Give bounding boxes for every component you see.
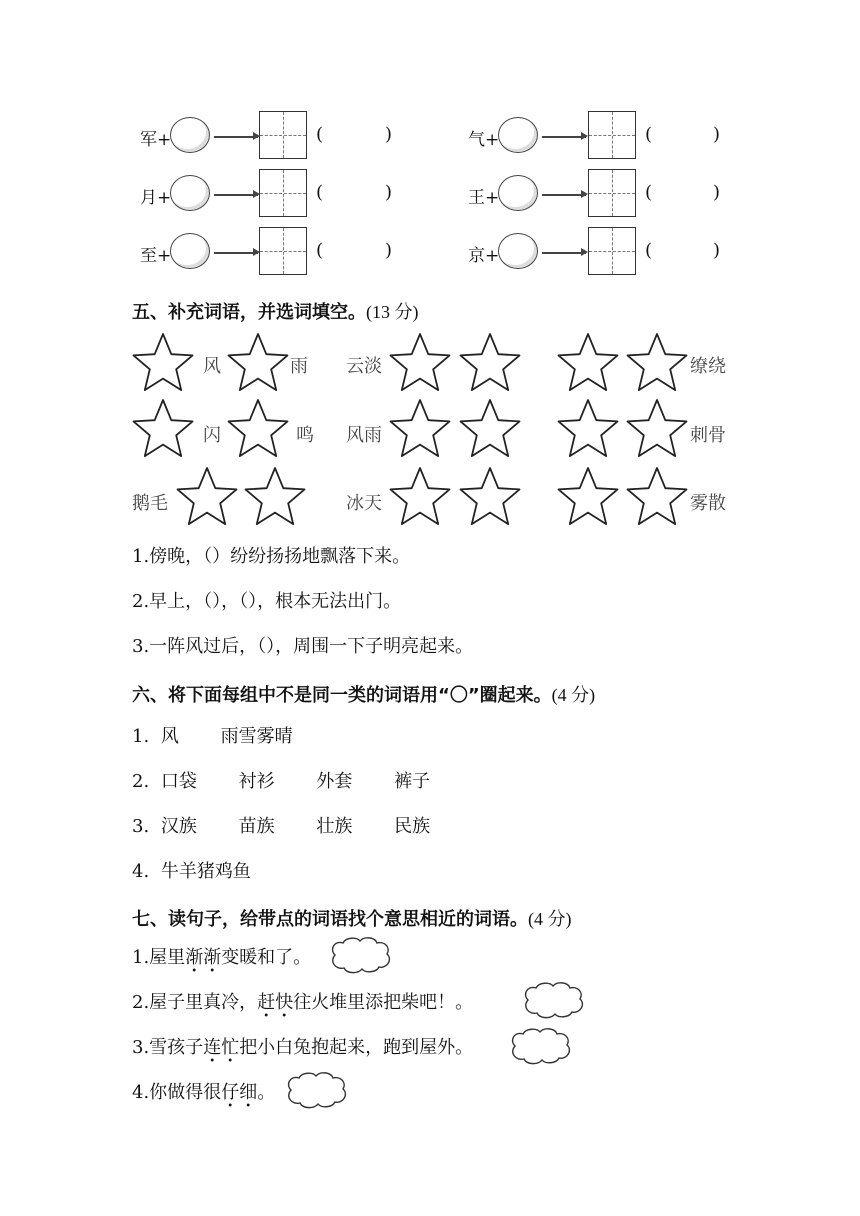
paren-open: ( <box>316 240 324 261</box>
idiom-word: 云淡 <box>346 356 382 377</box>
group-word[interactable]: 壮族 <box>316 816 353 837</box>
base-char: 月+ <box>140 188 172 208</box>
word-group: 3. 汉族 苗族 壮族 民族 <box>132 816 431 837</box>
fill-sentence: 3.一阵风过后，（），周围一下子明亮起来。 <box>132 636 474 657</box>
fill-sentence: 2.早上，（），（），根本无法出门。 <box>132 591 402 612</box>
group-word[interactable]: 汉族 <box>160 816 197 837</box>
paren-close: ) <box>385 124 393 145</box>
fill-sentence: 1.傍晚，（）纷纷扬扬地飘落下来。 <box>132 546 411 567</box>
idiom-word: 刺骨 <box>690 425 726 446</box>
dotted-word: 赶 <box>257 992 276 1013</box>
idiom-word: 雾散 <box>690 493 726 514</box>
base-char: 王+ <box>468 188 500 208</box>
idiom-word: 冰天 <box>346 493 382 514</box>
paren-open: ( <box>316 124 324 145</box>
dotted-word: 忙 <box>221 1037 240 1058</box>
base-char: 军+ <box>140 130 172 150</box>
cloud-answer-box[interactable] <box>526 983 583 1018</box>
idiom-word: 缭绕 <box>690 356 726 377</box>
idiom-word: 闪 <box>203 425 221 446</box>
idiom-word: 风 <box>203 356 221 377</box>
idiom-word: 风雨 <box>346 425 382 446</box>
group-word[interactable]: 衬衫 <box>238 771 275 792</box>
group-word[interactable]: 外套 <box>316 771 353 792</box>
dotted-word: 仔 <box>221 1082 240 1103</box>
idiom-word: 鸣 <box>296 425 314 446</box>
dotted-word: 细 <box>239 1082 258 1103</box>
paren-open: ( <box>645 124 653 145</box>
paren-close: ) <box>713 182 721 203</box>
idiom-word: 雨 <box>290 356 308 377</box>
paren-open: ( <box>645 182 653 203</box>
dotted-word: 快 <box>275 992 294 1013</box>
group-word[interactable]: 雨雪雾晴 <box>220 726 293 747</box>
word-group: 1. 风 雨雪雾晴 <box>132 726 293 747</box>
idiom-word: 鹅毛 <box>132 493 168 514</box>
synonym-sentence: 4.你做得很仔细。 <box>132 1082 276 1103</box>
paren-close: ) <box>385 240 393 261</box>
paren-open: ( <box>316 182 324 203</box>
section-6-heading: 六、将下面每组中不是同一类的词语用“〇”圈起来。(4 分) <box>132 685 596 706</box>
base-char: 至+ <box>140 246 172 266</box>
group-word[interactable]: 风 <box>160 726 179 747</box>
group-word[interactable]: 口袋 <box>160 771 197 792</box>
cloud-answer-box[interactable] <box>333 938 390 973</box>
dotted-word: 连 <box>203 1037 222 1058</box>
synonym-sentence: 2.屋子里真冷，赶快往火堆里添把柴吧！。 <box>132 992 474 1013</box>
section-5-heading: 五、补充词语，并选词填空。(13 分) <box>132 302 419 323</box>
group-word[interactable]: 牛羊猪鸡鱼 <box>160 861 251 882</box>
synonym-sentence: 1.屋里渐渐变暖和了。 <box>132 947 312 968</box>
dotted-word: 渐 <box>203 947 222 968</box>
base-char: 京+ <box>468 246 500 266</box>
dotted-word: 渐 <box>185 947 204 968</box>
group-word[interactable]: 裤子 <box>394 771 431 792</box>
word-group: 2. 口袋 衬衫 外套 裤子 <box>132 771 431 792</box>
base-char: 气+ <box>468 130 500 150</box>
group-word[interactable]: 苗族 <box>238 816 275 837</box>
synonym-sentence: 3.雪孩子连忙把小白兔抱起来，跑到屋外。 <box>132 1037 474 1058</box>
section-7-heading: 七、读句子，给带点的词语找个意思相近的词语。(4 分) <box>132 909 572 930</box>
cloud-answer-box[interactable] <box>289 1073 346 1108</box>
cloud-answer-box[interactable] <box>513 1029 570 1064</box>
paren-close: ) <box>385 182 393 203</box>
paren-close: ) <box>713 124 721 145</box>
paren-open: ( <box>645 240 653 261</box>
word-group: 4. 牛羊猪鸡鱼 <box>132 861 251 882</box>
paren-close: ) <box>713 240 721 261</box>
group-word[interactable]: 民族 <box>394 816 431 837</box>
